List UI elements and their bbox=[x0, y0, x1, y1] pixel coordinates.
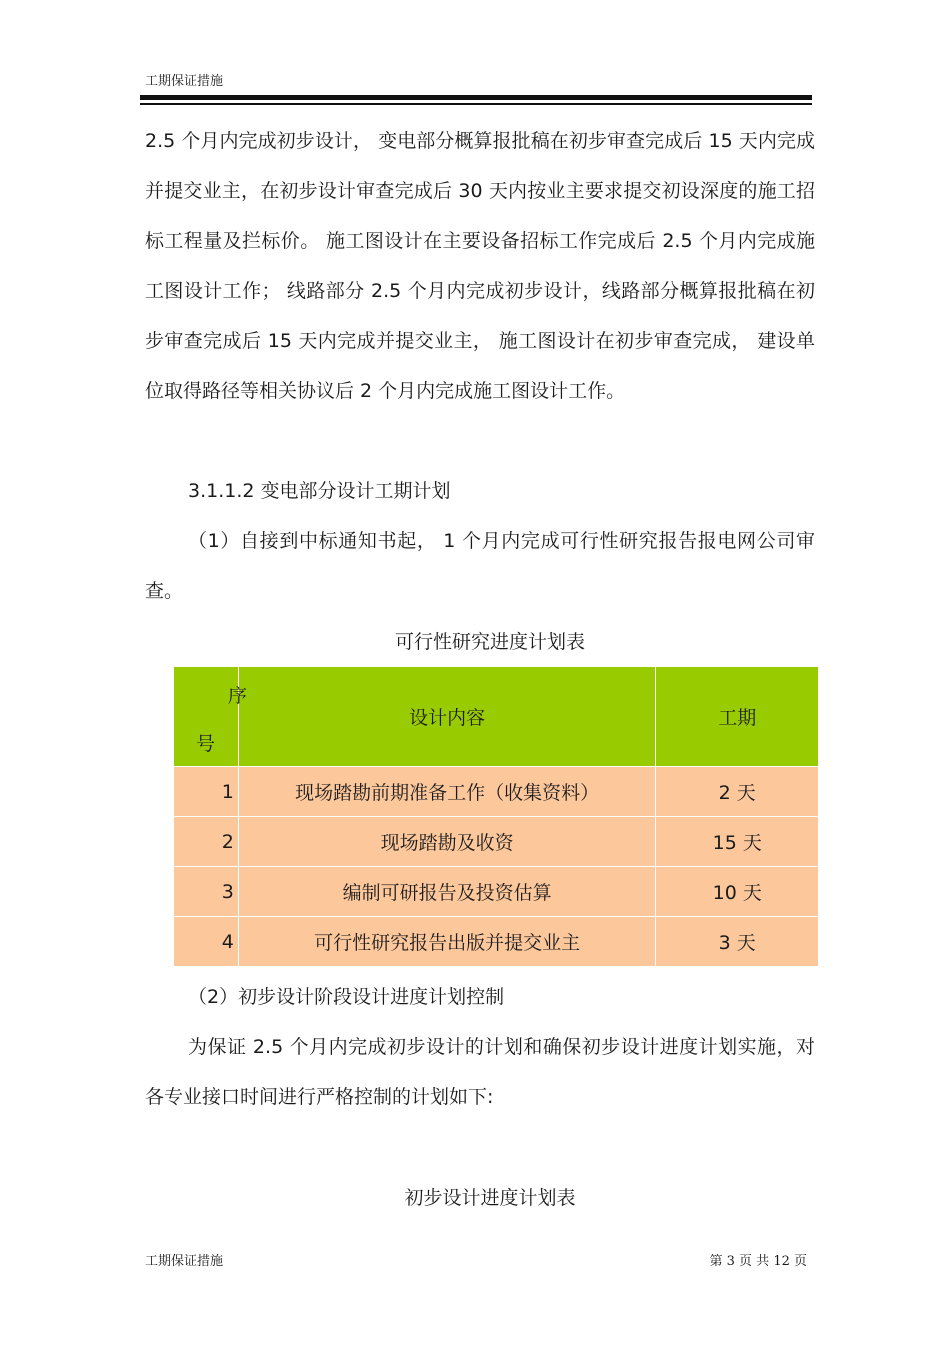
header-rule-thin bbox=[140, 103, 812, 105]
table1-caption: 可行性研究进度计划表 bbox=[394, 631, 585, 653]
table2-caption: 初步设计进度计划表 bbox=[404, 1187, 576, 1209]
body-paragraph-1: 2.5 个月内完成初步设计， 变电部分概算报批稿在初步审查完成后 15 天内完成并提交业主，在初步设计审查完成后 30 天内按业主要求提交初设深度的施工招标工程量及拦标价。 施工图设计在主要设备招标工作完成后 2.5 个月内完成施工图设计工作； 线路部分 2.5 个月内完成初步设计，线路部分概算报批稿在初步审查完成后 15 天内完成并提交业主， 施工图设计在初步审查完成， 建设单位取得路径等相关协议后 2 个月内完成施工图设计工作。 bbox=[145, 130, 815, 402]
footer-title: 工期保证措施 bbox=[145, 1254, 224, 1269]
row-content: 可行性研究报告出版并提交业主 bbox=[238, 917, 656, 967]
row-no: 3 bbox=[174, 867, 239, 917]
running-header-title: 工期保证措施 bbox=[145, 74, 224, 89]
header-cell-no bbox=[174, 667, 248, 767]
row-no: 1 bbox=[174, 767, 239, 817]
header-no-top: 序 bbox=[228, 685, 248, 707]
section-heading: 3.1.1.2 变电部分设计工期计划 bbox=[188, 480, 451, 502]
header-no-bottom: 号 bbox=[196, 733, 216, 755]
header-cell-period: 工期 bbox=[656, 667, 819, 767]
body-paragraph-2: （1）自接到中标通知书起， 1 个月内完成可行性研究报告报电网公司审查。 bbox=[145, 530, 815, 602]
row-content: 现场踏勘前期准备工作（收集资料） bbox=[238, 767, 656, 817]
row-period: 15 天 bbox=[656, 817, 819, 867]
row-period: 10 天 bbox=[656, 867, 819, 917]
table-row bbox=[174, 767, 819, 817]
feasibility-schedule-table bbox=[173, 666, 819, 967]
row-period: 2 天 bbox=[656, 767, 819, 817]
table-row bbox=[174, 817, 819, 867]
footer-page-number: 第 3 页 共 12 页 bbox=[709, 1254, 807, 1269]
table-row bbox=[174, 867, 819, 917]
row-content: 编制可研报告及投资估算 bbox=[238, 867, 656, 917]
body-paragraph-4: 为保证 2.5 个月内完成初步设计的计划和确保初步设计进度计划实施，对各专业接口时间进行严格控制的计划如下: bbox=[145, 1036, 815, 1108]
row-no: 4 bbox=[174, 917, 239, 967]
table-row bbox=[174, 917, 819, 967]
header-rule-thick bbox=[140, 95, 812, 100]
row-no: 2 bbox=[174, 817, 239, 867]
row-content: 现场踏勘及收资 bbox=[238, 817, 656, 867]
row-period: 3 天 bbox=[656, 917, 819, 967]
body-paragraph-3: （2）初步设计阶段设计进度计划控制 bbox=[188, 986, 505, 1008]
header-cell-content: 设计内容 bbox=[238, 667, 656, 767]
table-header-row bbox=[174, 667, 819, 767]
